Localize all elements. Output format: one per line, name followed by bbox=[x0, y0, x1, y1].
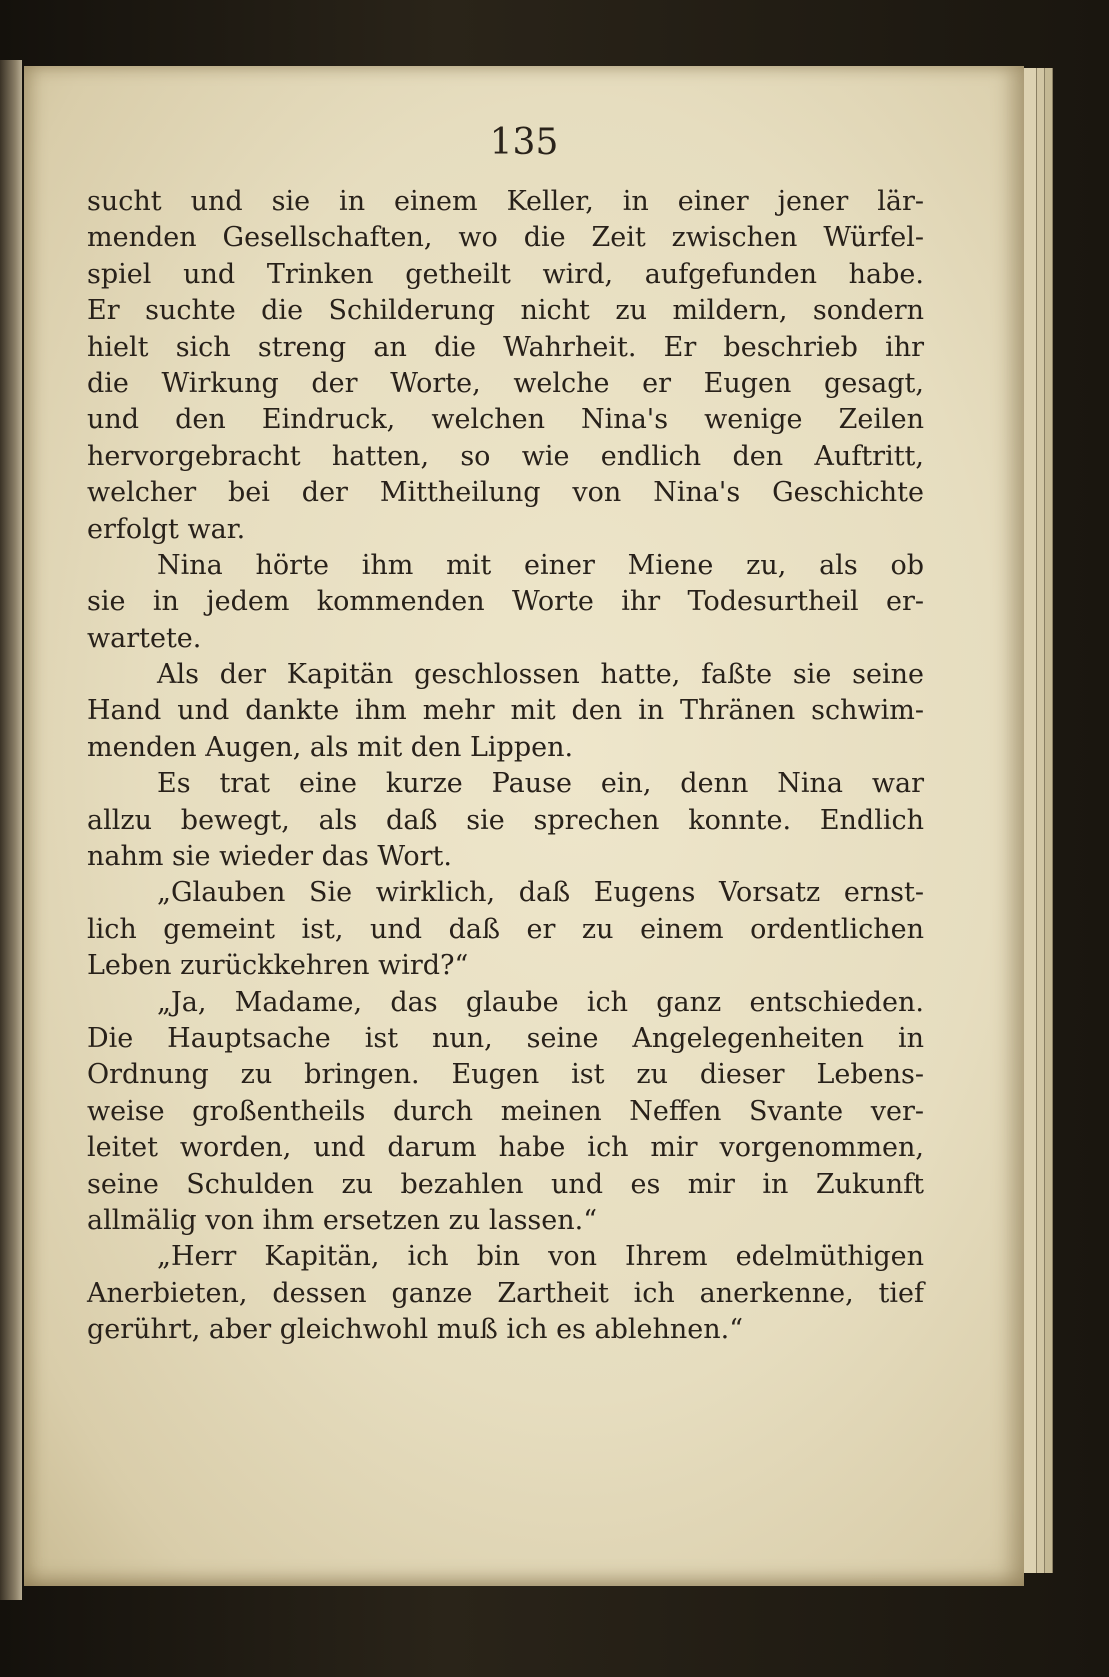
text-line: sucht und sie in einem Keller, in einer jener lär- bbox=[87, 186, 924, 217]
text-line: „Glauben Sie wirklich, daß Eugens Vorsatz ernst- bbox=[157, 877, 924, 909]
text-line: allzu bewegt, als daß sie sprechen konnte. Endlich bbox=[87, 804, 924, 836]
text-line: Ordnung zu bringen. Eugen ist zu dieser Lebens- bbox=[87, 1059, 924, 1091]
text-line: hielt sich streng an die Wahrheit. Er beschrieb ihr bbox=[87, 331, 924, 363]
text-line: sie in jedem kommenden Worte ihr Todesurtheil er- bbox=[87, 586, 924, 618]
text-line: Leben zurückkehren wird?“ bbox=[87, 950, 469, 982]
text-line: wartete. bbox=[87, 622, 202, 654]
text-line: hervorgebracht hatten, so wie endlich den Auftritt, bbox=[87, 440, 924, 472]
text-line: erfolgt war. bbox=[87, 513, 246, 545]
text-line: leitet worden, und darum habe ich mir vorgenommen, bbox=[87, 1132, 924, 1164]
text-line: nahm sie wieder das Wort. bbox=[87, 841, 452, 873]
text-line: Die Hauptsache ist nun, seine Angelegenheiten in bbox=[87, 1022, 924, 1054]
text-line: Als der Kapitän geschlossen hatte, faßte sie seine bbox=[157, 659, 924, 691]
text-line: lich gemeint ist, und daß er zu einem ordentlichen bbox=[87, 913, 924, 945]
text-line: die Wirkung der Worte, welche er Eugen gesagt, bbox=[87, 367, 924, 399]
body-text bbox=[87, 184, 924, 1349]
book-page bbox=[24, 66, 1024, 1586]
text-line: Hand und dankte ihm mehr mit den in Thränen schwim- bbox=[87, 695, 924, 727]
text-line: allmälig von ihm ersetzen zu lassen.“ bbox=[87, 1204, 598, 1236]
text-line: „Ja, Madame, das glaube ich ganz entschieden. bbox=[157, 986, 924, 1018]
text-line: Es trat eine kurze Pause ein, denn Nina war bbox=[157, 768, 924, 800]
text-line: seine Schulden zu bezahlen und es mir in Zukunft bbox=[87, 1168, 924, 1200]
text-line: weise großentheils durch meinen Neffen Svante ver- bbox=[87, 1095, 924, 1127]
text-line: Anerbieten, dessen ganze Zartheit ich anerkenne, tief bbox=[87, 1277, 924, 1309]
text-line: menden Gesellschaften, wo die Zeit zwischen Würfel- bbox=[87, 222, 924, 254]
text-line: welcher bei der Mittheilung von Nina's Geschichte bbox=[87, 477, 924, 509]
page-number: 135 bbox=[489, 122, 559, 163]
text-line: „Herr Kapitän, ich bin von Ihrem edelmüthigen bbox=[157, 1241, 924, 1273]
text-line: spiel und Trinken getheilt wird, aufgefunden habe. bbox=[87, 258, 924, 290]
text-line: und den Eindruck, welchen Nina's wenige Zeilen bbox=[87, 404, 924, 436]
text-line: Er suchte die Schilderung nicht zu mildern, sondern bbox=[87, 295, 924, 327]
facing-page-edge bbox=[0, 60, 22, 1600]
text-line: Nina hörte ihm mit einer Miene zu, als ob bbox=[157, 549, 924, 581]
text-line: menden Augen, als mit den Lippen. bbox=[87, 731, 574, 763]
text-line: gerührt, aber gleichwohl muß ich es ablehnen.“ bbox=[87, 1314, 744, 1346]
